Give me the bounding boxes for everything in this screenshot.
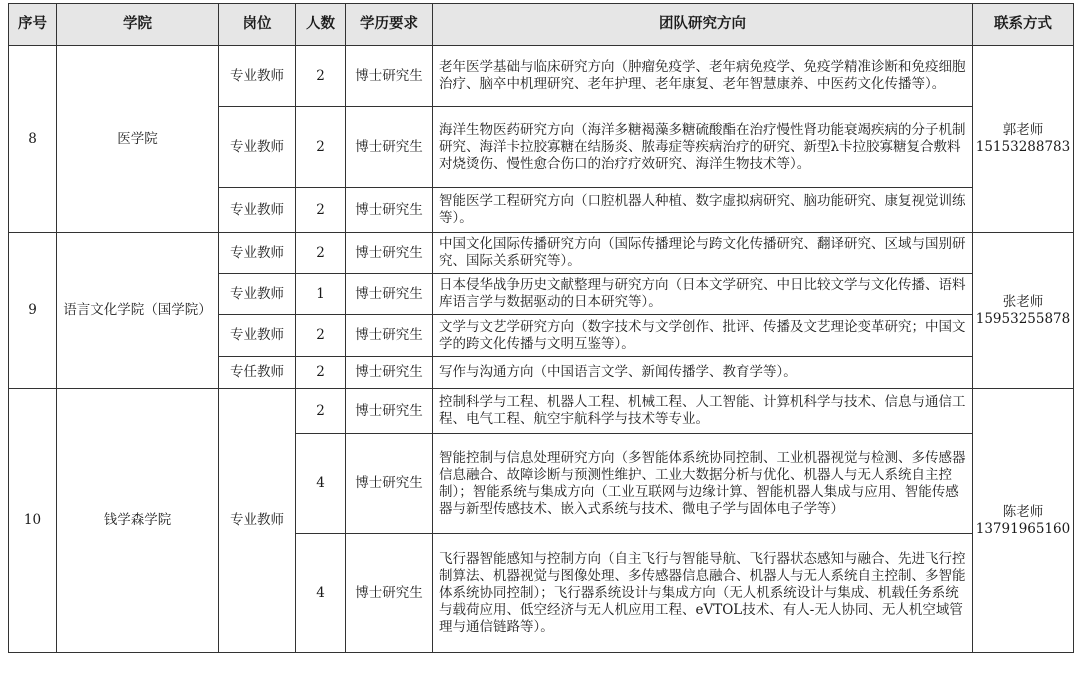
seq-cell: 9 xyxy=(9,233,57,389)
post-cell: 专业教师 xyxy=(219,315,296,357)
degree-cell: 博士研究生 xyxy=(346,274,433,315)
direction-cell: 飞行器智能感知与控制方向（自主飞行与智能导航、飞行器状态感知与融合、先进飞行控制算法、机器视觉与图像处理、多传感器信息融合、机器人与无人系统自主控制、多智能体系统协同控制）；飞行器系统设计与集成方向（无人机系统设计与集成、机载任务系统与载荷应用、低空经济与无人机应用工程、eVTOL技术、有人-无人协同、无人机空域管理与通信链路等）。 xyxy=(433,534,973,653)
direction-cell: 海洋生物医药研究方向（海洋多糖褐藻多糖硫酸酯在治疗慢性肾功能衰竭疾病的分子机制研究、海洋卡拉胶寡糖在结肠炎、脓毒症等疾病治疗的研究、新型λ卡拉胶寡糖复合敷料对烧烫伤、慢性愈合伤口的治疗疗效研究、海洋生物技术等）。 xyxy=(433,107,973,188)
degree-cell: 博士研究生 xyxy=(346,534,433,653)
degree-cell: 博士研究生 xyxy=(346,389,433,434)
seq-cell: 8 xyxy=(9,46,57,233)
post-cell: 专业教师 xyxy=(219,389,296,653)
degree-cell: 博士研究生 xyxy=(346,357,433,389)
header-contact: 联系方式 xyxy=(973,4,1074,46)
header-post: 岗位 xyxy=(219,4,296,46)
degree-cell: 博士研究生 xyxy=(346,434,433,534)
recruitment-table xyxy=(8,3,1074,653)
post-cell: 专任教师 xyxy=(219,357,296,389)
contact-name: 郭老师 xyxy=(1002,122,1044,138)
direction-cell: 老年医学基础与临床研究方向（肿瘤免疫学、老年病免疫学、免疫学精准诊断和免疫细胞治疗、脑卒中机理研究、老年护理、老年康复、老年智慧康养、中医药文化传播等）。 xyxy=(433,46,973,107)
header-degree: 学历要求 xyxy=(346,4,433,46)
contact-phone: 15153288783 xyxy=(975,139,1071,155)
contact-name: 张老师 xyxy=(1002,293,1044,310)
degree-cell: 博士研究生 xyxy=(346,107,433,188)
post-cell: 专业教师 xyxy=(219,46,296,107)
post-cell: 专业教师 xyxy=(219,188,296,233)
header-seq: 序号 xyxy=(9,4,57,46)
seq-cell: 10 xyxy=(9,389,57,653)
college-cell: 医学院 xyxy=(57,46,219,233)
direction-cell: 写作与沟通方向（中国语言文学、新闻传播学、教育学等）。 xyxy=(433,357,973,389)
direction-cell: 智能医学工程研究方向（口腔机器人种植、数字虚拟病研究、脑功能研究、康复视觉训练等）。 xyxy=(433,188,973,233)
count-cell: 2 xyxy=(296,188,346,233)
post-cell: 专业教师 xyxy=(219,274,296,315)
college-cell: 语言文化学院（国学院） xyxy=(57,233,219,389)
degree-cell: 博士研究生 xyxy=(346,233,433,274)
contact-phone: 13791965160 xyxy=(975,520,1071,537)
table-row xyxy=(9,389,1074,434)
contact-cell xyxy=(973,389,1074,653)
count-cell: 1 xyxy=(296,274,346,315)
degree-cell: 博士研究生 xyxy=(346,46,433,107)
direction-cell: 中国文化国际传播研究方向（国际传播理论与跨文化传播研究、翻译研究、区域与国别研究、国际关系研究等）。 xyxy=(433,233,973,274)
count-cell: 4 xyxy=(296,434,346,534)
table-row xyxy=(9,233,1074,274)
table-row xyxy=(9,46,1074,107)
count-cell: 2 xyxy=(296,357,346,389)
count-cell: 2 xyxy=(296,46,346,107)
count-cell: 2 xyxy=(296,389,346,434)
direction-cell: 智能控制与信息处理研究方向（多智能体系统协同控制、工业机器视觉与检测、多传感器信息融合、故障诊断与预测性维护、工业大数据分析与优化、机器人与无人系统自主控制）；智能系统与集成方向（工业互联网与边缘计算、智能机器人集成与应用、智能传感器与新型传感技术、嵌入式系统与技术、微电子学与固体电子学等） xyxy=(433,434,973,534)
contact-cell xyxy=(973,233,1074,389)
count-cell: 2 xyxy=(296,233,346,274)
header-direction: 团队研究方向 xyxy=(433,4,973,46)
post-cell: 专业教师 xyxy=(219,233,296,274)
header-row xyxy=(9,4,1074,46)
direction-cell: 控制科学与工程、机器人工程、机械工程、人工智能、计算机科学与技术、信息与通信工程、电气工程、航空宇航科学与技术等专业。 xyxy=(433,389,973,434)
contact-name: 陈老师 xyxy=(1002,503,1044,520)
header-count: 人数 xyxy=(296,4,346,46)
contact-phone: 15953255878 xyxy=(975,310,1071,327)
degree-cell: 博士研究生 xyxy=(346,188,433,233)
direction-cell: 日本侵华战争历史文献整理与研究方向（日本文学研究、中日比较文学与文化传播、语料库语言学与数据驱动的日本研究等）。 xyxy=(433,274,973,315)
count-cell: 4 xyxy=(296,534,346,653)
degree-cell: 博士研究生 xyxy=(346,315,433,357)
college-cell: 钱学森学院 xyxy=(57,389,219,653)
post-cell: 专业教师 xyxy=(219,107,296,188)
contact-cell xyxy=(973,46,1074,233)
count-cell: 2 xyxy=(296,315,346,357)
direction-cell: 文学与文艺学研究方向（数字技术与文学创作、批评、传播及文艺理论变革研究；中国文学的跨文化传播与文明互鉴等）。 xyxy=(433,315,973,357)
count-cell: 2 xyxy=(296,107,346,188)
header-college: 学院 xyxy=(57,4,219,46)
